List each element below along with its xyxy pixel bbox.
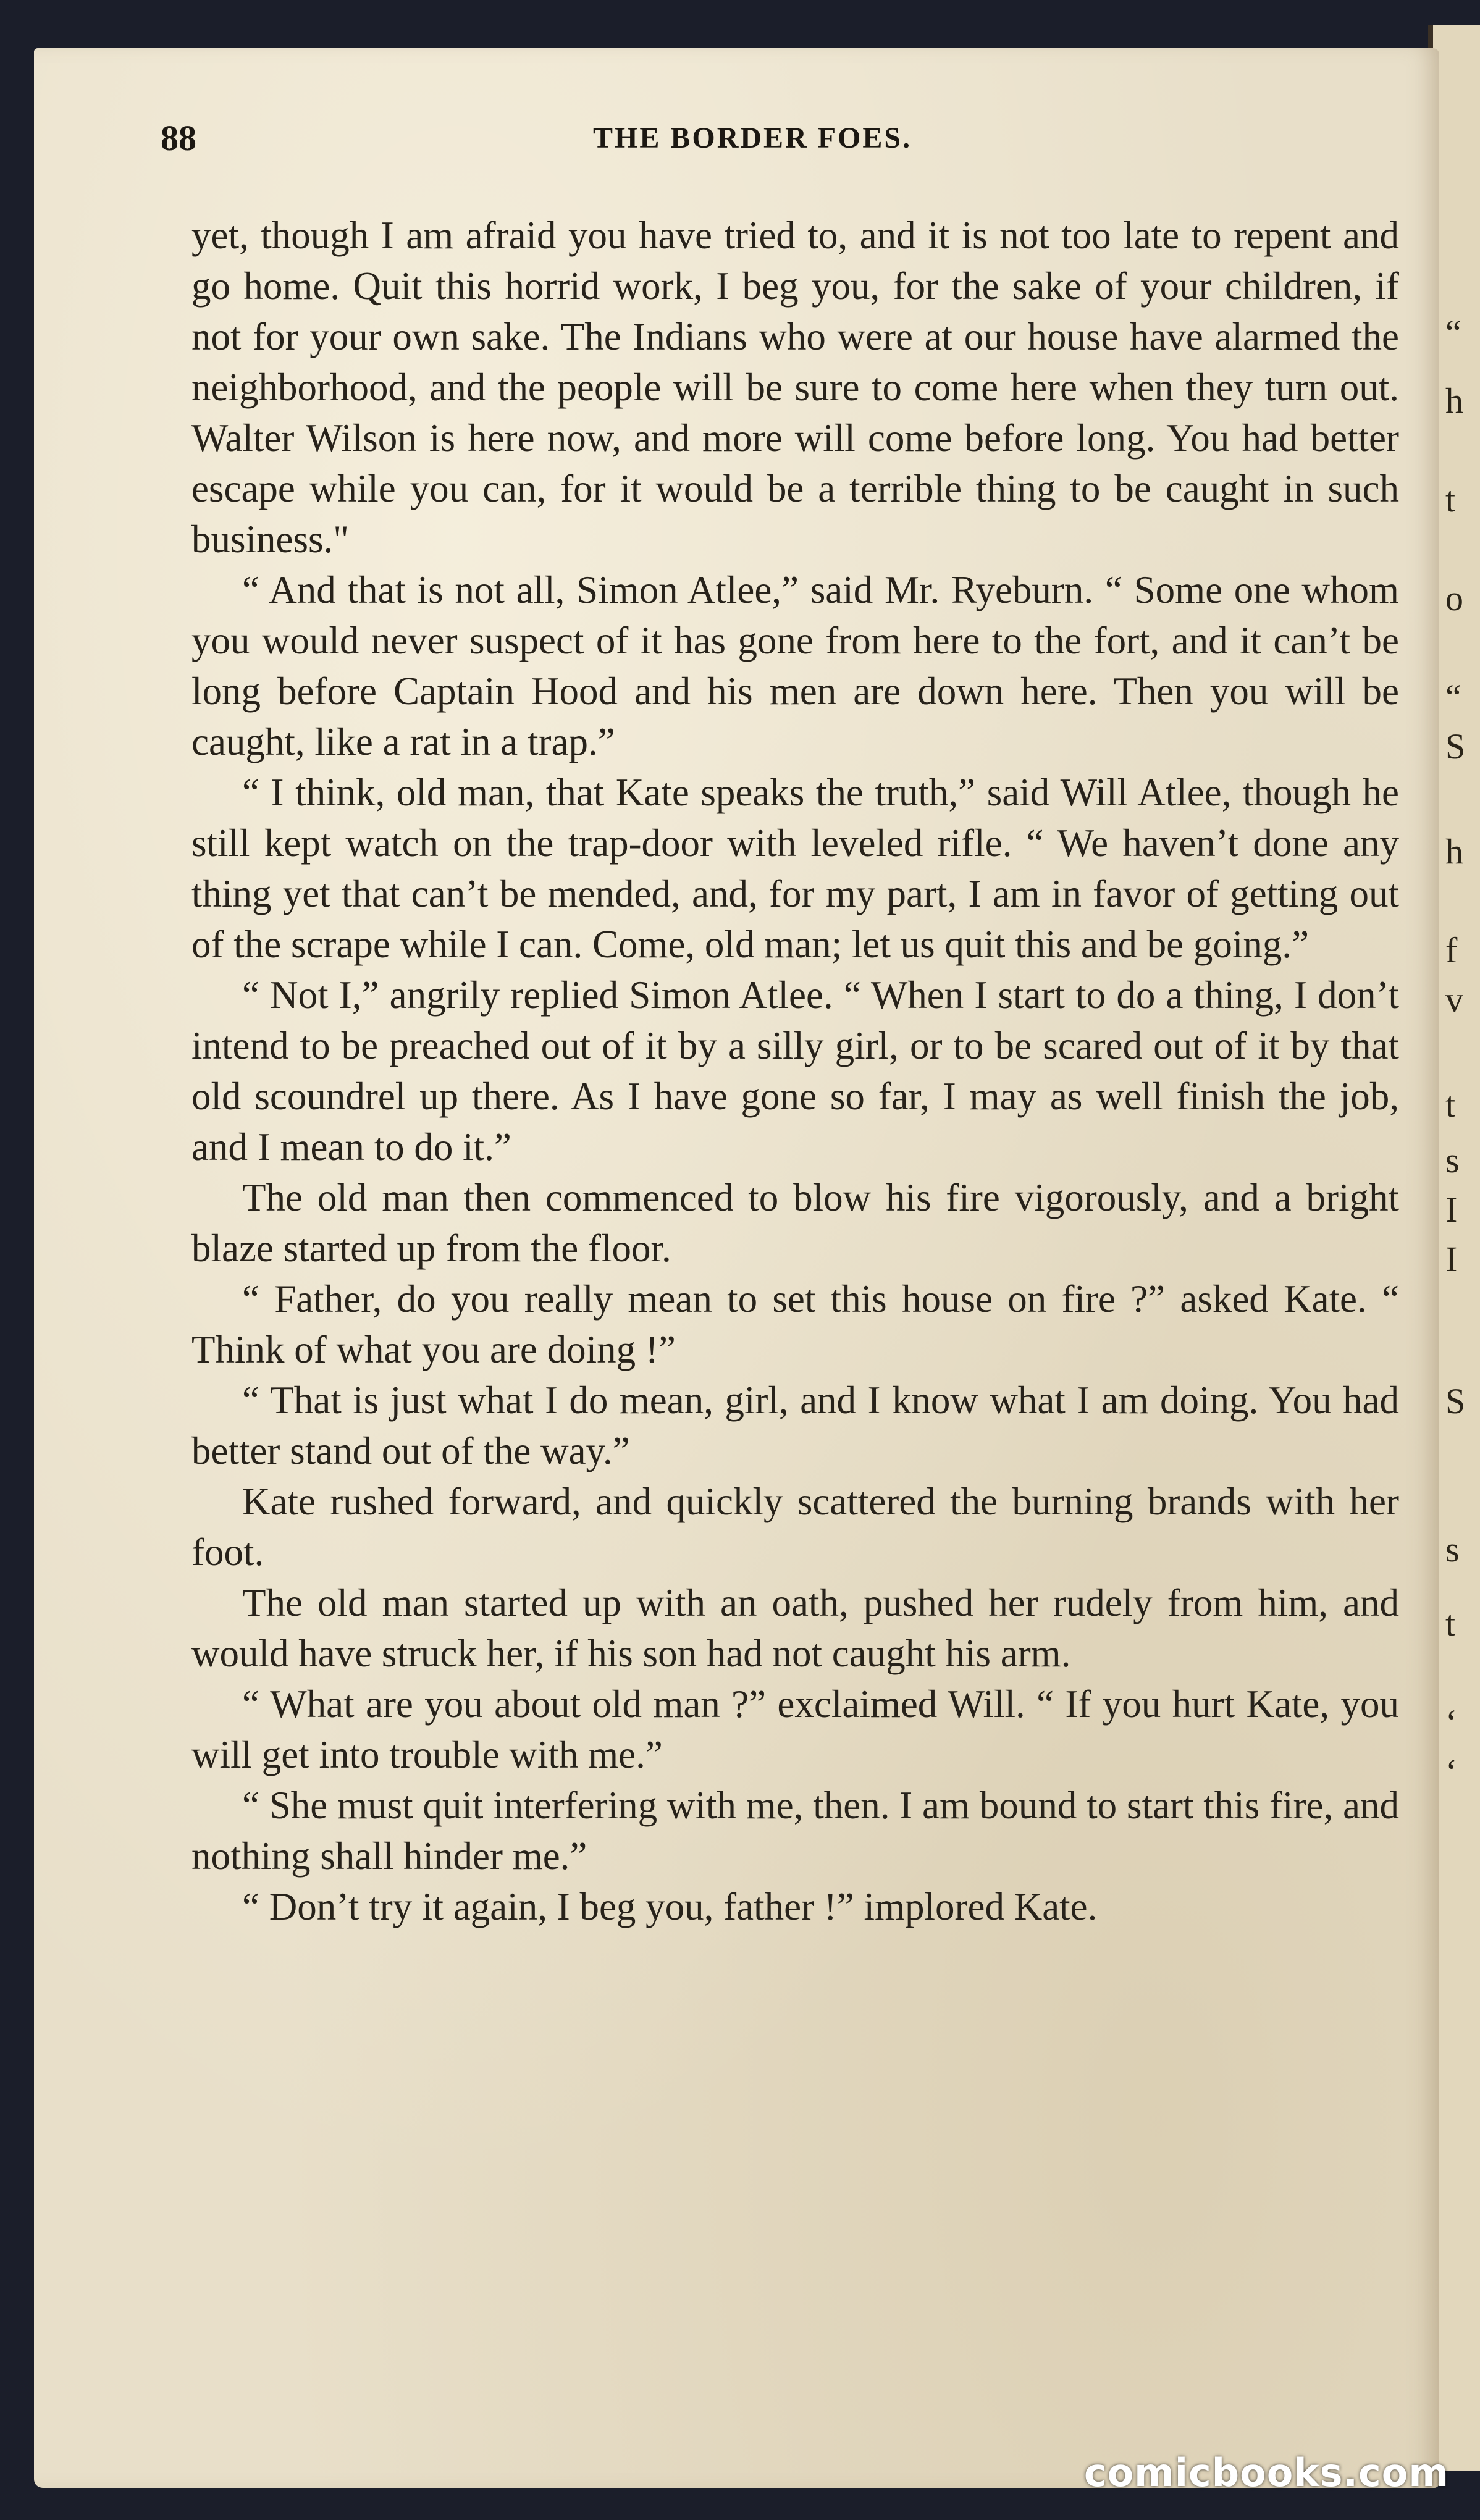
paragraph: “ What are you about old man ?” exclaimed Will. “ If you hurt Kate, you will get into trouble with me.”: [191, 1682, 1399, 1776]
body-text: [191, 210, 1399, 1932]
edge-letter: s: [1445, 1140, 1460, 1180]
page-number: 88: [161, 118, 196, 158]
edge-letter: I: [1445, 1190, 1458, 1230]
edge-letter: “: [1445, 677, 1461, 717]
edge-letter: S: [1445, 726, 1466, 766]
edge-letter: h: [1445, 380, 1463, 421]
running-title: THE BORDER FOES.: [593, 122, 912, 154]
edge-letter: t: [1445, 479, 1456, 519]
watermark: comicbooks.com: [1083, 2450, 1449, 2495]
edge-letter: “: [1445, 313, 1461, 353]
edge-letter: f: [1445, 930, 1458, 970]
paragraph: “ Father, do you really mean to set this house on fire ?” asked Kate. “ Think of what you are doing !”: [191, 1277, 1399, 1371]
edge-letter: ‘: [1445, 1752, 1458, 1792]
paragraph: “ Don’t try it again, I beg you, father !” implored Kate.: [242, 1885, 1098, 1928]
edge-letter: I: [1445, 1239, 1458, 1279]
edge-letter: h: [1445, 831, 1463, 872]
paragraph: Kate rushed forward, and quickly scattered the burning brands with her foot.: [191, 1480, 1399, 1574]
edge-letter: v: [1445, 980, 1463, 1020]
paragraph: “ And that is not all, Simon Atlee,” said Mr. Ryeburn. “ Some one whom you would never suspect of it has gone from here to the fort, and it can’t be long before Captain Hood and his men are down here. Then you will be caught, like a rat in a trap.”: [191, 568, 1399, 763]
edge-letter: s: [1445, 1529, 1460, 1569]
paragraph: yet, though I am afraid you have tried to, and it is not too late to repent and go home. Quit this horrid work, I beg you, for the sake of your children, if not for your own sake. The Indians who were at our house have alarmed the neighborhood, and the people will be sure to come here when they turn out. Walter Wilson is here now, and more will come before long. You had better escape while you can, for it would be a terrible thing to be caught in such business.": [191, 214, 1399, 561]
running-head: [161, 117, 1384, 167]
paragraph: “ Not I,” angrily replied Simon Atlee. “ When I start to do a thing, I don’t intend to be preached out of it by a silly girl, or to be scared out of it by that old scoundrel up there. As I have gone so far, I may as well finish the job, and I mean to do it.”: [191, 973, 1399, 1169]
edge-letter: t: [1445, 1085, 1456, 1125]
edge-letter: o: [1445, 578, 1463, 618]
paragraph: The old man started up with an oath, pushed her rudely from him, and would have struck her, if his son had not caught his arm.: [191, 1581, 1399, 1675]
edge-letter: ‘: [1445, 1702, 1458, 1742]
paragraph: The old man then commenced to blow his fire vigorously, and a bright blaze started up from the floor.: [191, 1176, 1399, 1270]
edge-letter: t: [1445, 1603, 1456, 1644]
edge-letter: S: [1445, 1381, 1466, 1421]
paragraph: “ I think, old man, that Kate speaks the truth,” said Will Atlee, though he still kept watch on the trap-door with leveled rifle. “ We haven’t done any thing yet that can’t be mended, and, for my part, I am in favor of getting out of the scrape while I can. Come, old man; let us quit this and be going.”: [191, 771, 1399, 966]
paragraph: “ That is just what I do mean, girl, and I know what I am doing. You had better stand out of the way.”: [191, 1379, 1399, 1472]
paragraph: “ She must quit interfering with me, then. I am bound to start this fire, and nothing shall hinder me.”: [191, 1784, 1399, 1878]
